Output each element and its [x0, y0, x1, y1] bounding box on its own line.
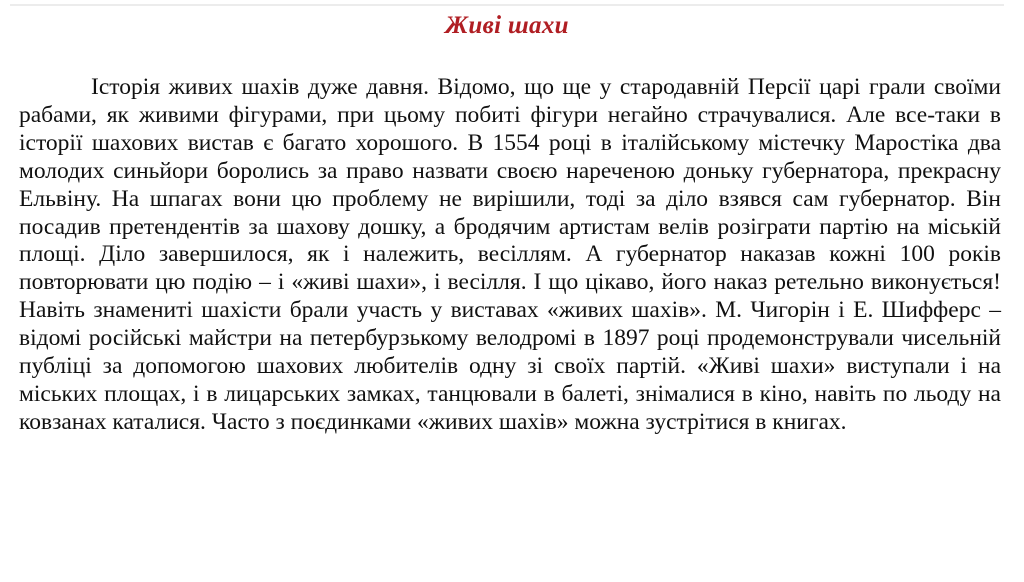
document-title: Живі шахи — [445, 12, 569, 39]
top-divider — [10, 4, 1004, 6]
body-paragraph: Історія живих шахів дуже давня. Відомо, що ще у стародавній Персії царі грали своїми рабами, як живими фігурами, при цьому побиті фігури негайно страчувалися. Але все-таки в історії шахових вистав є багато хорошого. В 1554 році в італійському містечку Маростіка два молодих синьйори боролись за право назвати своєю нареченою доньку губернатора, прекрасну Ельвіну. На шпагах вони цю проблему не вирішили, тоді за діло взявся сам губернатор. Він посадив претендентів за шахову дошку, а бродячим артистам велів розіграти партію на міській площі. Діло завершилося, як і належить, весіллям. А губернатор наказав кожні 100 років повторювати цю подію – і «живі шахи», і весілля. І що цікаво, його наказ ретельно виконується! Навіть знамениті шахісти брали участь у виставах «живих шахів». М. Чигорін і Е. Шифферс – відомі російські майстри на петербурзькому велодромі в 1897 році продемонстрували чисельній публіці за допомогою шахових любителів одну зі своїх партій. «Живі шахи» виступали і на міських площах, і в лицарських замках, танцювали в балеті, знімалися в кіно, навіть по льоду на ковзанах каталися. Часто з поєдинками «живих шахів» можна зустрітися в книгах. — [19, 74, 1001, 435]
